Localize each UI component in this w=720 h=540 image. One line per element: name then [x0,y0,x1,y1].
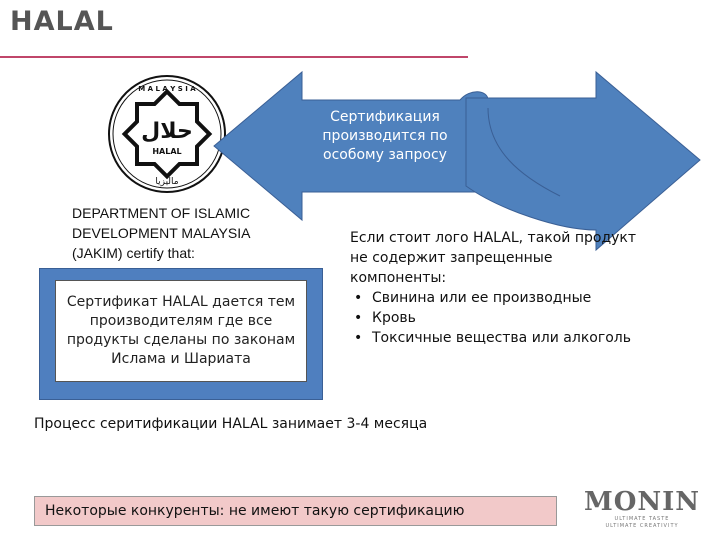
logo-bottom-text: ماليزيا [155,177,179,187]
right-arrow-shape [466,72,700,250]
monin-tagline-1: ULTIMATE TASTE [614,516,670,522]
arrow-caption-line-1: Сертификация [330,109,440,125]
forbidden-list [350,288,680,348]
monin-logo [582,488,702,530]
list-item: • Свинина или ее производные [350,288,680,308]
slide-title: HALAL [10,6,114,37]
monin-wordmark: MONIN [583,487,701,517]
jakim-line-2: DEVELOPMENT MALAYSIA [72,225,251,241]
logo-inner-text: HALAL [152,147,182,156]
logo-center-text: حلال [141,119,193,144]
halal-info-intro-3: компоненты: [350,270,447,286]
halal-info-block [350,228,680,348]
logo-outer-text: M A L A Y S I A [138,85,196,93]
jakim-line-3: (JAKIM) certify that: [72,245,195,261]
jakim-line-1: DEPARTMENT OF ISLAMIC [72,205,251,221]
monin-tagline-2: ULTIMATE CREATIVITY [605,523,679,529]
halal-info-intro-2: не содержит запрещенные [350,250,553,266]
halal-info-intro-1: Если стоит лого HALAL, такой продукт [350,230,637,246]
competitors-banner: Некоторые конкуренты: не имеют такую сертификацию [34,496,557,526]
list-item: • Кровь [350,308,680,328]
process-duration-text: Процесс серитификации HALAL занимает 3-4 месяца [34,416,428,432]
arrow-caption-line-3: особому запросу [323,147,447,163]
certificate-text: Сертификат HALAL дается тем производителям где все продукты сделаны по законам Ислама и Шариата [66,294,296,367]
arrow-caption [305,108,465,165]
arrow-caption-line-2: производится по [322,128,448,144]
list-item: • Токсичные вещества или алкоголь [350,328,680,348]
